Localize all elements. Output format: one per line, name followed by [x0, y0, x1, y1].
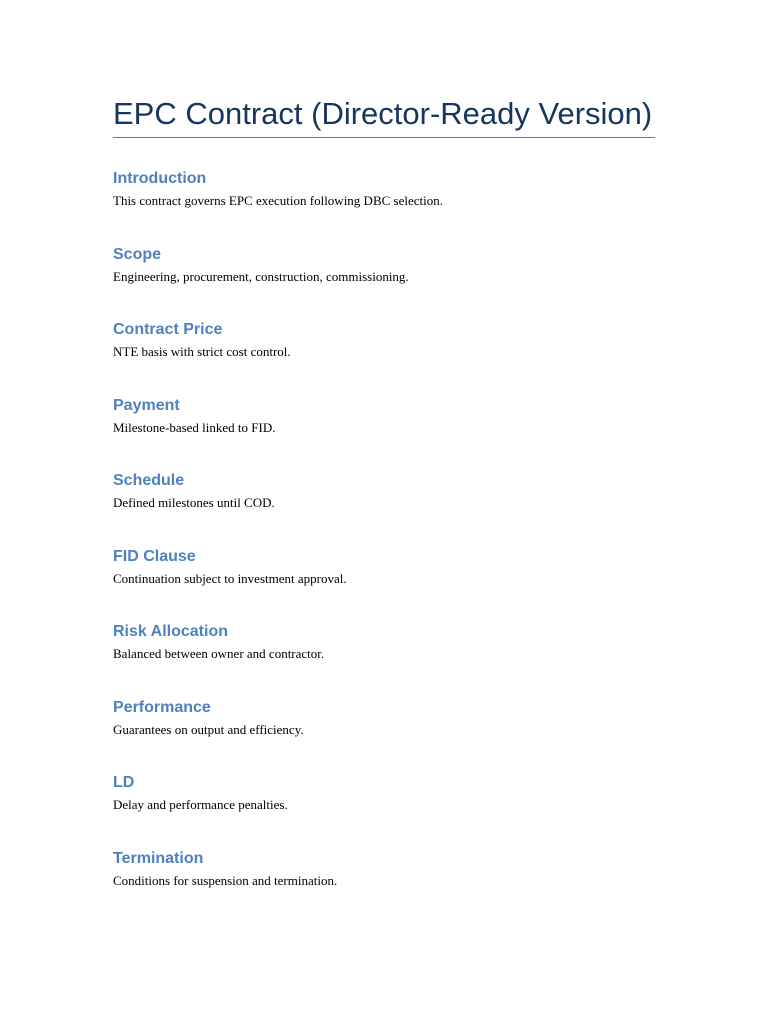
section-performance	[113, 697, 655, 773]
section-body: Continuation subject to investment approval.	[113, 570, 347, 586]
section-heading: Risk Allocation	[113, 623, 228, 640]
section-body: NTE basis with strict cost control.	[113, 344, 291, 359]
section-heading: Payment	[113, 396, 180, 414]
section-introduction	[113, 168, 655, 244]
section-scope	[113, 244, 655, 320]
section-body: Defined milestones until COD.	[113, 495, 275, 510]
section-ld	[113, 772, 655, 848]
section-body: Delay and performance penalties.	[113, 797, 288, 812]
section-body: Guarantees on output and efficiency.	[113, 721, 304, 737]
section-heading: Performance	[113, 698, 211, 716]
section-risk-allocation	[113, 621, 655, 697]
section-fid-clause	[113, 546, 655, 622]
document-page	[113, 96, 655, 923]
section-heading: LD	[113, 774, 135, 791]
section-schedule	[113, 470, 655, 546]
section-heading: Schedule	[113, 472, 185, 489]
section-heading: FID Clause	[113, 547, 196, 565]
document-title: EPC Contract (Director-Ready Version)	[113, 96, 655, 138]
section-termination	[113, 848, 655, 924]
section-body: Balanced between owner and contractor.	[113, 646, 325, 661]
section-body: This contract governs EPC execution following DBC selection.	[113, 193, 443, 208]
section-heading: Scope	[113, 245, 162, 263]
section-body: Milestone-based linked to FID.	[113, 419, 276, 435]
section-heading: Contract Price	[113, 321, 223, 338]
section-heading: Termination	[113, 849, 204, 867]
section-contract-price	[113, 319, 655, 395]
section-body: Engineering, procurement, construction, commissioning.	[113, 268, 409, 284]
section-list	[113, 168, 655, 923]
section-heading: Introduction	[113, 170, 207, 187]
section-payment	[113, 395, 655, 471]
section-body: Conditions for suspension and termination.	[113, 872, 338, 888]
